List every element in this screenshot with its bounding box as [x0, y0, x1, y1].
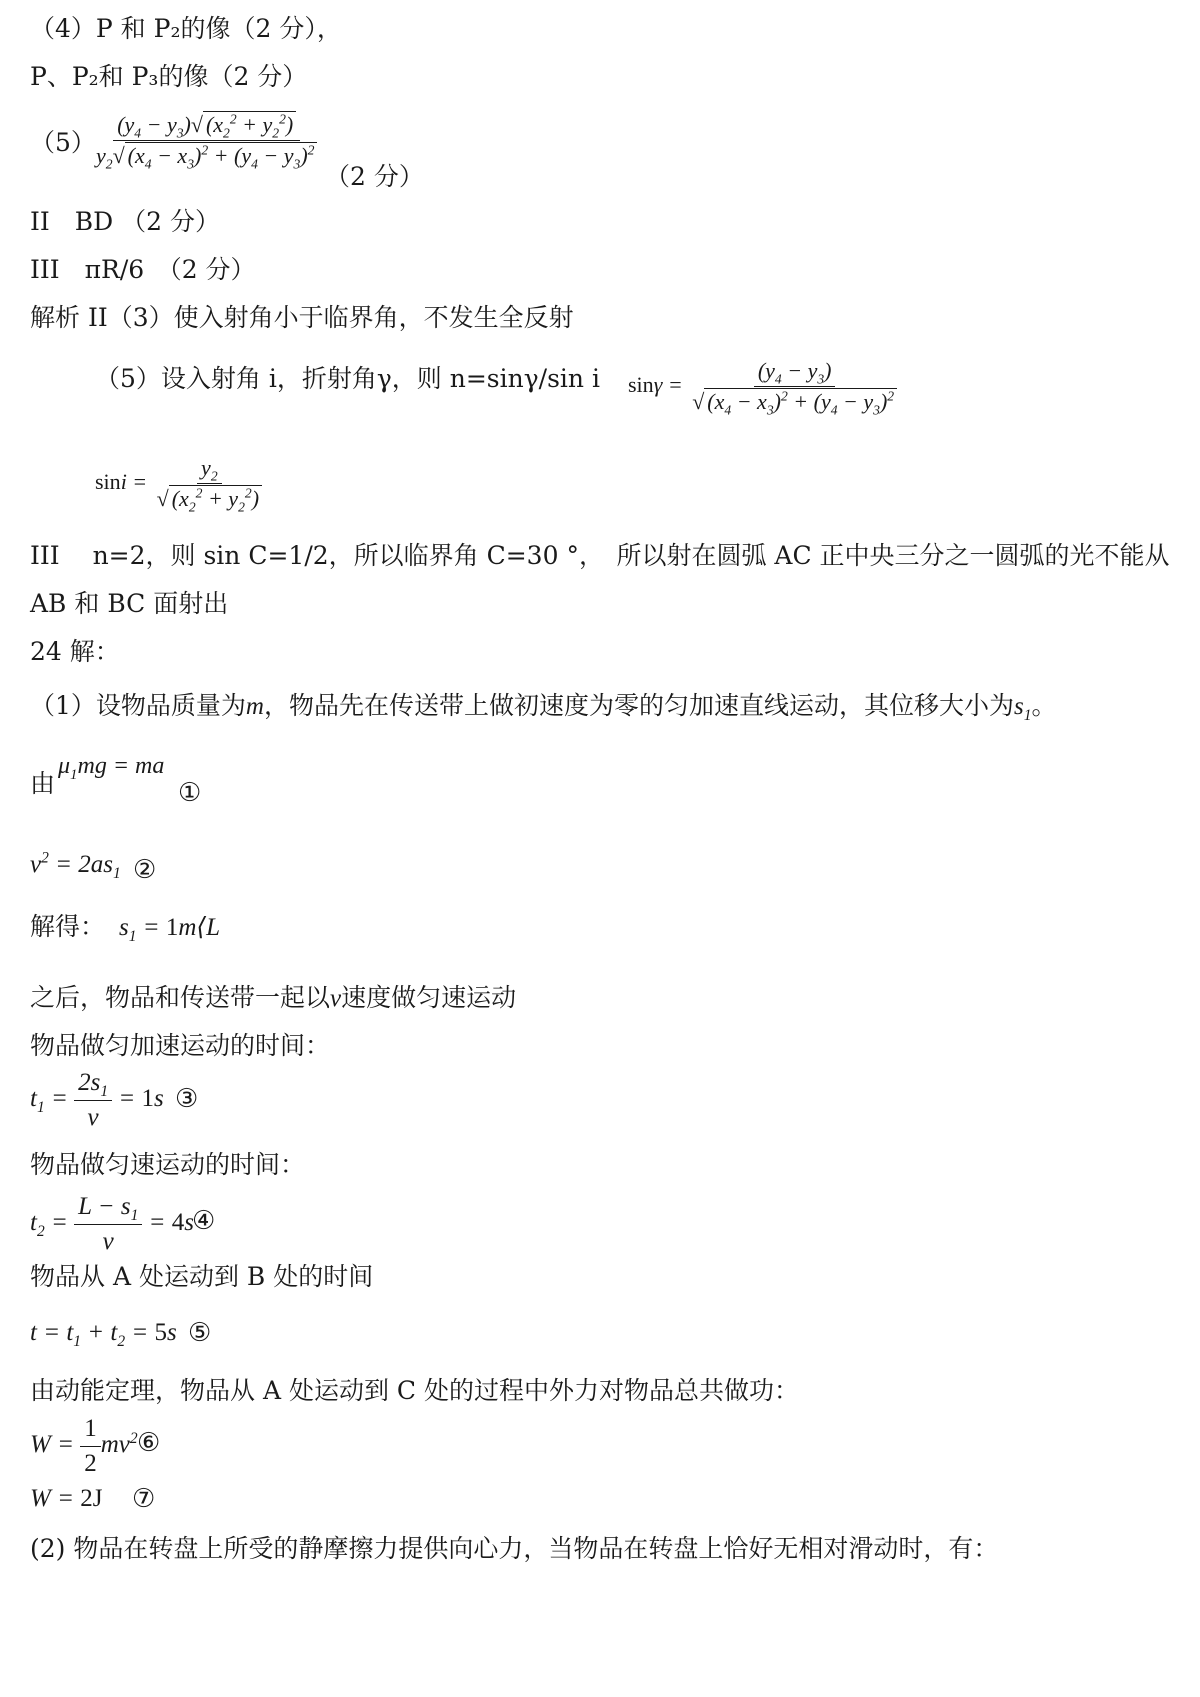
formula-w-value: W = 2J [30, 1485, 103, 1512]
line-6: 解析 II（3）使入射角小于临界角，不发生全反射 [30, 303, 574, 332]
line-19: 物品做匀速运动的时间： [30, 1150, 306, 1179]
line-21: 物品从 A 处运动到 B 处的时间 [30, 1262, 374, 1291]
line-9: III n=2，则 sin C=1/2，所以临界角 C=30 °， 所以射在圆弧 AC 正中央三分之一圆弧的光不能从 [30, 541, 1170, 570]
line-15: 解得： $s_1$ = 1m⟨L [30, 912, 221, 945]
line-16-b: 速度做匀速运动 [341, 983, 517, 1012]
marker-2: ② [133, 855, 157, 885]
line-13-label: 由 [30, 769, 56, 798]
line-10: AB 和 BC 面射出 [30, 589, 229, 618]
line-2: P、P₂和 P₃的像（2 分） [30, 62, 308, 91]
line-12-a: （1）设物品质量为 [30, 691, 246, 720]
line-17: 物品做匀加速运动的时间： [30, 1031, 331, 1060]
formula-sin-i: sini = $\frac{y_2}{√ (x_2^2 + y_2^2)}$ [95, 455, 266, 513]
line-16-a: 之后，物品和传送带一起以 [30, 983, 331, 1012]
line-5: III πR/6 （2 分） [30, 255, 256, 284]
line-12-b: ，物品先在传送带上做初速度为零的匀加速直线运动，其位移大小为 [263, 691, 1014, 720]
line-7: （5）设入射角 i，折射角γ，则 n=sinγ/sin i [95, 364, 600, 393]
formula-sin-gamma: sinγ = $\frac{(y_4 - y_3)}{√ (x_4 - x_3)^2 + (y_4 - y_3)^2}$ [628, 358, 901, 416]
line-26: (2) 物品在转盘上所受的静摩擦力提供向心力，当物品在转盘上恰好无相对滑动时，有： [30, 1534, 999, 1563]
formula-w-kinetic: W = $\frac{1}{2}$ $mv^2$ [30, 1415, 138, 1477]
line-23: 由动能定理，物品从 A 处运动到 C 处的过程中外力对物品总共做功： [30, 1376, 799, 1405]
line-1: （4）P 和 P₂的像（2 分）， [30, 14, 342, 43]
formula-t: $t = t_1 + t_2 = 5s$ [30, 1319, 177, 1350]
line-12: （1）设物品质量为m，物品先在传送带上做初速度为零的匀加速直线运动，其位移大小为$s_1$。 [30, 691, 1057, 724]
marker-7: ⑦ [132, 1484, 156, 1514]
line-16: 之后，物品和传送带一起以v速度做匀速运动 [30, 983, 517, 1012]
marker-5: ⑤ [188, 1318, 212, 1348]
marker-6: ⑥ [137, 1428, 161, 1458]
formula-v2: $v^2 = 2as_1$ [30, 849, 121, 882]
formula-5: $\frac{(y_4 - y_3)√ (x_2^2 + y_2^2)}{y_2√ (x_4 - x_3)^2 + (y_4 - y_3)^2}$ [92, 112, 321, 170]
line-3-score: （2 分） [325, 162, 424, 191]
line-4: II BD （2 分） [30, 207, 220, 236]
formula-mu-mg: $\mu_1mg$ = ma [58, 753, 165, 783]
line-11: 24 解： [30, 637, 120, 666]
line-15-label: 解得： [30, 912, 106, 941]
line-3-label: （5） [30, 128, 96, 157]
marker-1: ① [178, 778, 202, 808]
line-12-c: 。 [1031, 691, 1057, 720]
marker-3: ③ [175, 1084, 199, 1114]
formula-t1: $t_1$ = $\frac{2s_1}{v}$ = 1s [30, 1069, 164, 1131]
formula-t2: $t_2$ = $\frac{L - s_1}{v}$ = 4s [30, 1193, 194, 1255]
marker-4: ④ [192, 1206, 216, 1236]
